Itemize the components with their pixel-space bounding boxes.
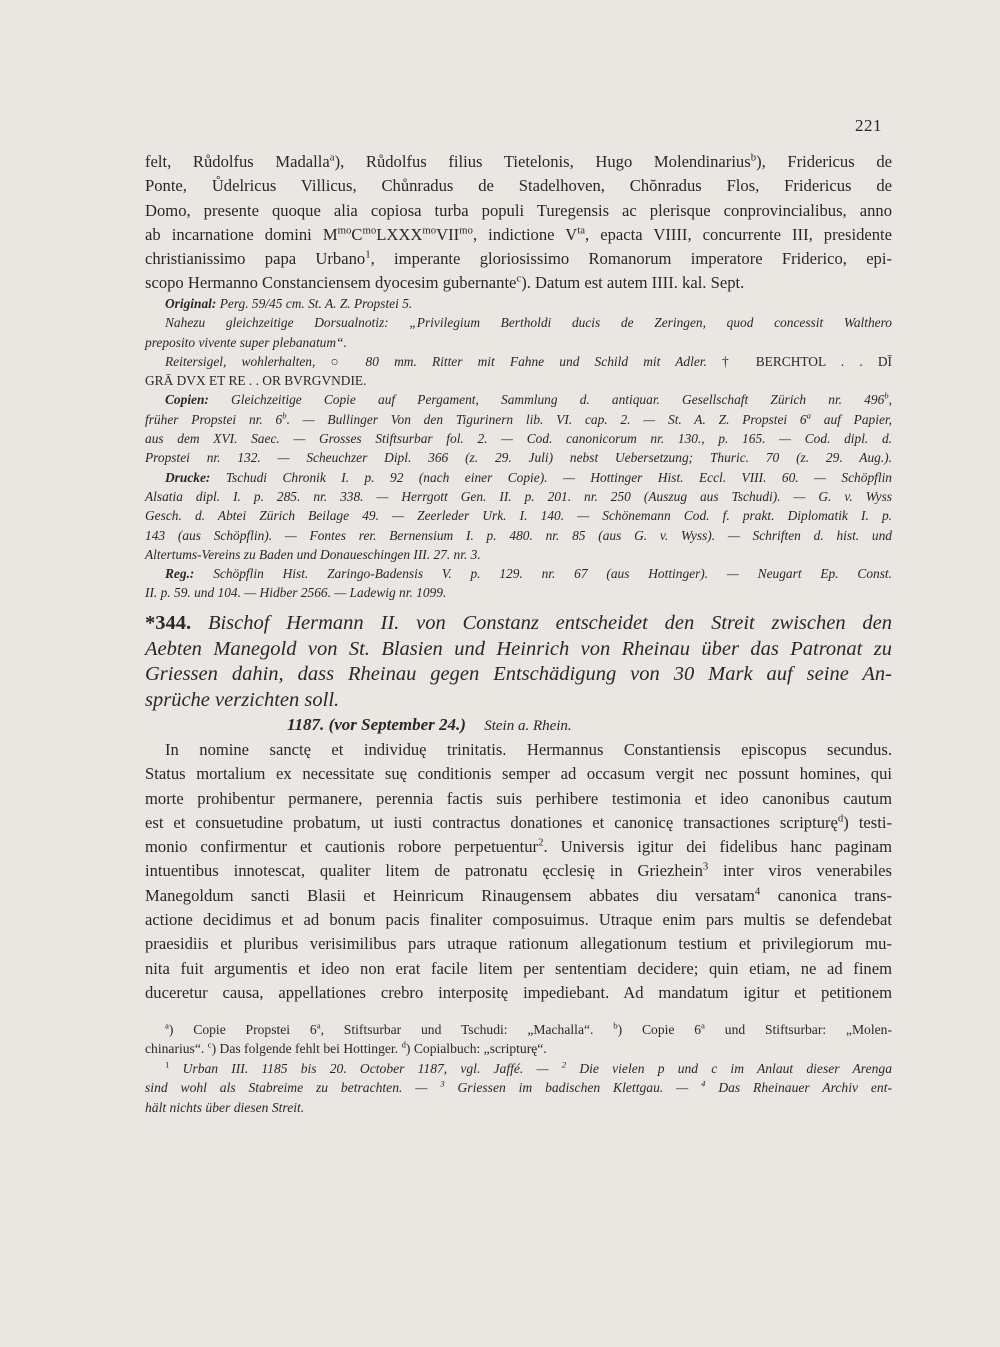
note-line: GRĀ DVX ET RE . . OR BVRGVNDIE. <box>145 373 367 389</box>
text-line: Ponte, Ůdelricus Villicus, Chůnradus de Stadelhoven, Chŏnradus Flos, Fridericus de <box>145 176 892 196</box>
text-line: nita fuit argumentis et ideo non erat facile litem per sententiam decidere; quin etiam, ne ad finem <box>145 958 892 978</box>
main-text-block <box>145 738 892 1005</box>
note-line: Copien: Gleichzeitige Copie auf Pergament, Sammlung d. antiquar. Gesellschaft Zürich nr. 496$^b$, <box>165 391 892 408</box>
note-line: preposito vivente super plebanatum“. <box>145 334 347 350</box>
text-line: duceretur causa, appellationes crebro interpositę impediebant. Ad mandatum igitur et petitionem <box>145 982 892 1002</box>
text-line: monio confirmentur et cautionis robore perpetuentur$^2$. Universis igitur dei fidelibus hanc paginam <box>145 836 892 857</box>
source-notes <box>145 294 892 603</box>
note-line: Drucke: Tschudi Chronik I. p. 92 (nach einer Copie). — Hottinger Hist. Eccl. VIII. 60. — Schöpflin <box>165 469 892 485</box>
footnote-line: sind wohl als Stabreime zu betrachten. — $^3$ Griessen im badischen Klettgau. — $^4$ Das Rheinauer Archiv ent- <box>145 1078 892 1096</box>
note-line: Alsatia dipl. I. p. 285. nr. 338. — Herrgott Gen. II. p. 201. nr. 250 (Auszug aus Tschudi). — G. v. Wyss <box>145 488 892 504</box>
footnote-line: $^a$) Copie Propstei 6$^a$, Stiftsurbar und Tschudi: „Machalla“. $^b$) Copie 6$^a$ und Stiftsurbar: „Molen- <box>165 1020 892 1037</box>
note-line: früher Propstei nr. 6$^b$. — Bullinger Von den Tigurinern lib. VI. cap. 2. — St. A. Z. Propstei 6$^a$ auf Papier, <box>145 410 892 427</box>
heading-line: Aebten Manegold von St. Blasien und Heinrich von Rheinau über das Patronat zu <box>145 637 892 660</box>
heading-line: *344. Bischof Hermann II. von Constanz entscheidet den Streit zwischen den <box>145 612 892 634</box>
text-line: actione decidimus et ad bonum pacis finaliter composuimus. Utraque enim pars multis se defendebat <box>145 910 892 930</box>
text-line: christianissimo papa Urbano$^1$, imperante gloriosissimo Romanorum imperatore Friderico, epi- <box>145 248 892 269</box>
text-line: morte prohibentur permanere, perennia factis suis perhibere testimonia et ideo canonibus cautum <box>145 788 892 808</box>
text-line: Manegoldum sancti Blasii et Heinricum Rinaugensem abbates diu versatam$^4$ canonica trans- <box>145 885 893 905</box>
date-text: (vor September 24.) <box>328 715 466 734</box>
footnote-line: $^1$ Urban III. 1185 bis 20. October 1187, vgl. Jaffé. — $^2$ Die vielen p und c im Anlaut dieser Arenga <box>165 1059 892 1076</box>
text-line: scopo Hermanno Constanciensem dyocesim gubernante$^c$). Datum est autem IIII. kal. Sept. <box>145 272 745 293</box>
text-line: est et consuetudine probatum, ut iusti contractus donationes et canonicę transactiones scripturę$^d$) testi- <box>145 812 893 832</box>
text-line: Domo, presente quoque alia copiosa turba populi Turegensis ac plerisque conprovincialibus, anno <box>145 200 892 220</box>
date-place: Stein a. Rhein. <box>484 718 572 734</box>
text-line: intuentibus innotescat, qualiter litem de patronatu ęcclesię in Griezhein$^3$ inter viros venerabiles <box>145 860 892 881</box>
heading-line: Griessen dahin, dass Rheinau gegen Entschädigung von 30 Mark auf seine An- <box>145 663 892 685</box>
note-line: 143 (aus Schöpflin). — Fontes rer. Bernensium I. p. 480. nr. 85 (aus G. v. Wyss). — Schriften d. hist. und <box>145 527 892 543</box>
note-line: Altertums-Vereins zu Baden und Donaueschingen III. 27. nr. 3. <box>145 546 481 562</box>
text-line: In nomine sanctę et individuę trinitatis. Hermannus Constantiensis episcopus secundus. <box>165 740 892 759</box>
top-text-block <box>145 150 892 296</box>
note-line: II. p. 59. und 104. — Hidber 2566. — Ladewig nr. 1099. <box>145 585 447 601</box>
text-line: felt, Růdolfus Madalla$^a$), Růdolfus filius Tietelonis, Hugo Molendinarius$^b$), Fridericus de <box>145 151 892 171</box>
text-line: Status mortalium ex necessitate suę conditionis semper ad occasum vergit nec possunt homines, qui <box>145 764 892 784</box>
heading-line: sprüche verzichten soll. <box>145 688 340 711</box>
note-line: aus dem XVI. Saec. — Grosses Stiftsurbar fol. 2. — Cod. canonicorum nr. 130., p. 165. — Cod. dipl. d. <box>145 431 892 447</box>
note-line: Propstei nr. 132. — Scheuchzer Dipl. 366 (z. 29. Juli) nebst Uebersetzung; Thuric. 70 (z. 29. Aug.). <box>145 450 892 466</box>
text-line: ab incarnatione domini $M^{mo}C^{mo}LXXX^{mo}VII^{mo}$, indictione $V^{ta}$, epacta VIIII, concurrente III, presidente <box>145 224 892 244</box>
date-line <box>287 715 572 735</box>
date-year: 1187. <box>287 715 325 734</box>
note-line: Reitersigel, wohlerhalten, ○ 80 mm. Ritter mit Fahne und Schild mit Adler. † BERCHTOL . . DĪ <box>165 353 892 369</box>
page-number: 221 <box>855 116 882 135</box>
note-line: Nahezu gleichzeitige Dorsualnotiz: „Privilegium Bertholdi ducis de Zeringen, quod concessit Walthero <box>165 315 892 331</box>
note-line: Reg.: Schöpflin Hist. Zaringo-Badensis V. p. 129. nr. 67 (aus Hottinger). — Neugart Ep. Const. <box>165 566 892 582</box>
footnote-line: chinarius“. $^c$) Das folgende fehlt bei Hottinger. $^d$) Copialbuch: „scripturę“. <box>145 1039 547 1057</box>
footnote-line: hält nichts über diesen Streit. <box>145 1099 305 1115</box>
note-line: Original: Perg. 59/45 cm. St. A. Z. Propstei 5. <box>165 296 413 311</box>
footnotes <box>145 1020 892 1117</box>
text-line: praesidiis et pluribus verisimilibus pars utraque rationum allegationum testium et privilegiorum mu- <box>145 934 892 954</box>
note-line: Gesch. d. Abtei Zürich Beilage 49. — Zeerleder Urk. I. 140. — Schönemann Cod. f. prakt. Diplomatik I. p. <box>145 508 892 524</box>
document-heading <box>145 611 892 713</box>
